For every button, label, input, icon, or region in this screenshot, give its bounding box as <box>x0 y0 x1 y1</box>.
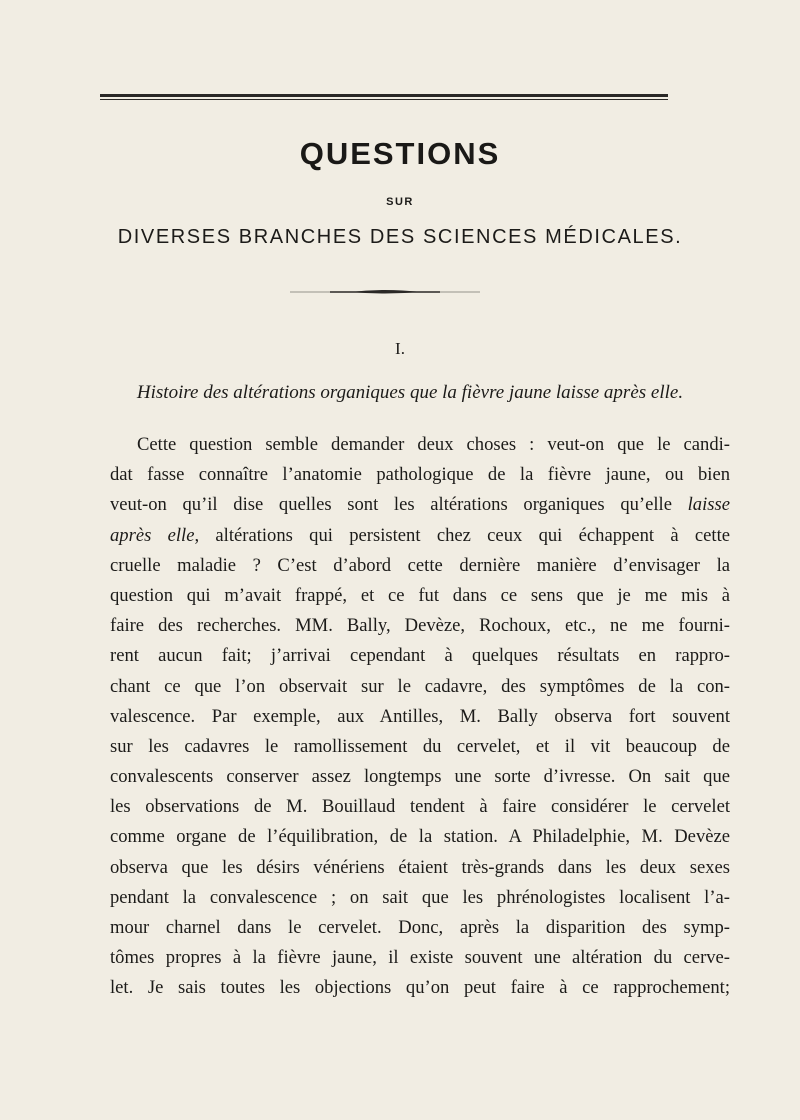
text-run: veut-on qu’il dise quelles sont les altérations organiques qu’elle <box>110 494 688 516</box>
text-line: question qui m’avait frappé, et ce fut dans ce sens que je me mis à <box>110 584 730 606</box>
body-paragraph <box>110 430 730 1004</box>
text-line: cruelle maladie ? C’est d’abord cette dernière manière d’envisager la <box>110 554 730 576</box>
text-line: faire des recherches. MM. Bally, Devèze, Rochoux, etc., ne me fourni- <box>110 615 730 637</box>
title-connector: SUR <box>386 196 414 208</box>
text-line: convalescents conserver assez longtemps une sorte d’ivresse. On sait que <box>110 766 730 788</box>
section-title: Histoire des altérations organiques que la fièvre jaune laisse après elle. <box>136 382 684 403</box>
text-run: , altérations qui persistent chez ceux qui échappent à cette <box>194 524 730 546</box>
text-line: pendant la convalescence ; on sait que les phrénologistes localisent l’a- <box>110 886 730 908</box>
page-subtitle: DIVERSES BRANCHES DES SCIENCES MÉDICALES. <box>117 226 683 248</box>
text-line: rent aucun fait; j’arrivai cependant à quelques résultats en rappro- <box>110 645 730 667</box>
text-line: les observations de M. Bouillaud tendent à faire considérer le cervelet <box>110 796 730 818</box>
text-line: observa que les désirs vénériens étaient très-grands dans les deux sexes <box>110 856 730 878</box>
text-line: sur les cadavres le ramollissement du cervelet, et il vit beaucoup de <box>110 735 730 757</box>
text-line: Cette question semble demander deux choses : veut-on que le candi- <box>137 434 730 455</box>
text-line: comme organe de l’équilibration, de la station. A Philadelphie, M. Devèze <box>110 826 730 848</box>
text-line: dat fasse connaître l’anatomie pathologique de la fièvre jaune, ou bien <box>110 464 730 486</box>
text-line: let. Je sais toutes les objections qu’on peut faire à ce rapprochement; <box>110 977 730 999</box>
italic-run: laisse <box>687 494 730 516</box>
text-line: valescence. Par exemple, aux Antilles, M. Bally observa fort souvent <box>110 705 730 727</box>
rule-thick <box>100 94 668 97</box>
top-double-rule <box>100 94 668 100</box>
rule-thin <box>100 99 668 100</box>
page-title: QUESTIONS <box>299 136 501 171</box>
text-line: chant ce que l’on observait sur le cadavre, des symptômes de la con- <box>110 675 730 697</box>
ornament-rule <box>290 286 480 296</box>
text-line <box>110 490 730 520</box>
text-line <box>110 521 730 551</box>
section-number: I. <box>395 339 405 358</box>
text-line: tômes propres à la fièvre jaune, il existe souvent une altération du cerve- <box>110 947 730 969</box>
italic-run: après elle <box>110 524 195 546</box>
text-line: mour charnel dans le cervelet. Donc, après la disparition des symp- <box>110 917 730 938</box>
